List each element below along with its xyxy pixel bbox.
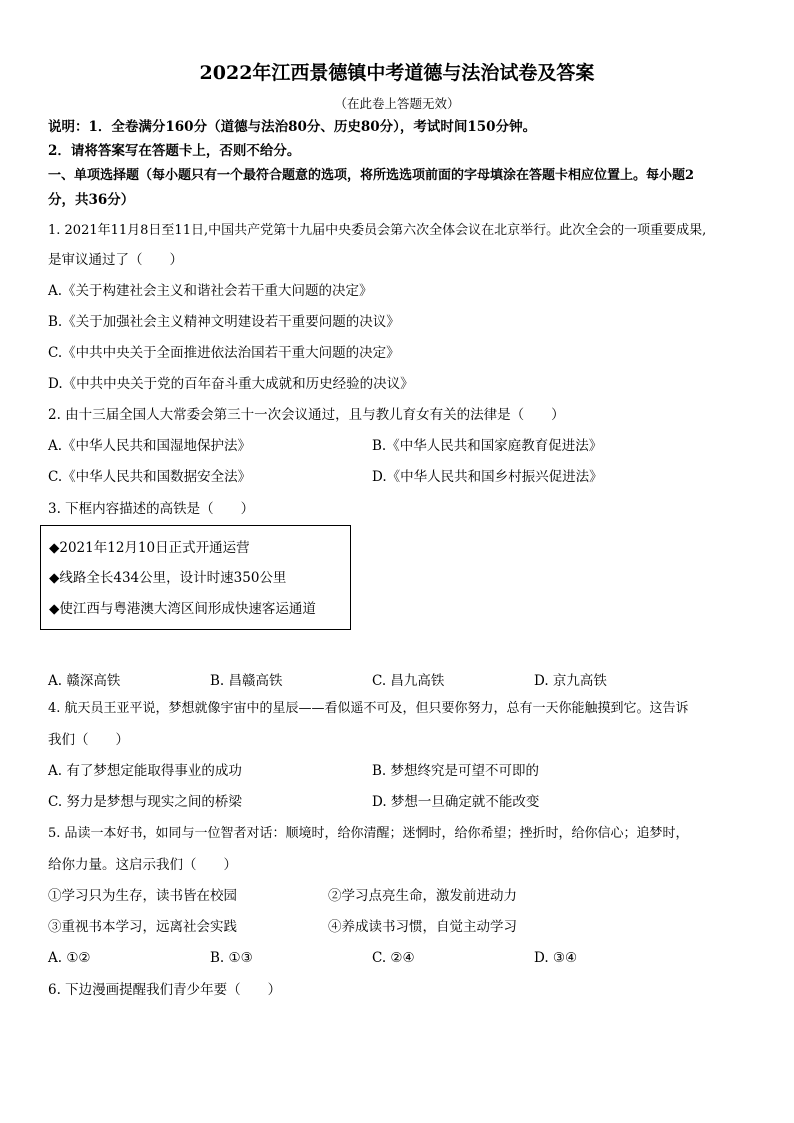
q3-box-line-1: ◆2021年12月10日正式开通运营 <box>49 540 250 556</box>
q5-option-c: C. ②④ <box>372 950 415 966</box>
q6-stem: 6. 下边漫画提醒我们青少年要（ ） <box>48 982 282 998</box>
q4-stem-line-2: 我们（ ） <box>48 732 129 748</box>
q2-option-c: C.《中华人民共和国数据安全法》 <box>48 469 252 485</box>
q5-option-b: B. ①③ <box>210 950 253 966</box>
section-heading-line-1: 一、单项选择题（每小题只有一个最符合题意的选项，将所选选项前面的字母填涂在答题卡相应位置上。每小题2 <box>48 168 695 183</box>
q5-item-3: ③重视书本学习，远离社会实践 <box>48 919 237 935</box>
q4-option-b: B. 梦想终究是可望不可即的 <box>372 763 540 779</box>
note-2: 2．请将答案写在答题卡上，否则不给分。 <box>48 143 301 159</box>
q5-item-1: ①学习只为生存，读书皆在校园 <box>48 888 237 904</box>
q4-stem-line-1: 4. 航天员王亚平说，梦想就像宇宙中的星辰——看似遥不可及，但只要你努力，总有一天你能触摸到它。这告诉 <box>48 701 689 716</box>
q2-stem: 2. 由十三届全国人大常委会第三十一次会议通过，且与教儿育女有关的法律是（ ） <box>48 407 565 423</box>
q2-option-d: D.《中华人民共和国乡村振兴促进法》 <box>372 469 603 485</box>
q4-option-d: D. 梦想一旦确定就不能改变 <box>372 794 540 810</box>
q2-option-b: B.《中华人民共和国家庭教育促进法》 <box>372 438 603 454</box>
q5-item-2: ②学习点亮生命，激发前进动力 <box>328 888 517 904</box>
section-heading-line-2: 分，共36分） <box>48 192 135 208</box>
q3-box-line-3: ◆使江西与粤港澳大湾区间形成快速客运通道 <box>49 601 316 617</box>
q2-option-a: A.《中华人民共和国湿地保护法》 <box>48 438 252 454</box>
q3-stem: 3. 下框内容描述的高铁是（ ） <box>48 501 255 517</box>
q1-option-c: C.《中共中央关于全面推进依法治国若干重大问题的决定》 <box>48 345 400 361</box>
note-1: 说明：1．全卷满分160分（道德与法治80分、历史80分），考试时间150分钟。 <box>48 119 537 135</box>
q4-option-a: A. 有了梦想定能取得事业的成功 <box>48 763 242 779</box>
q5-item-4: ④养成读书习惯，自觉主动学习 <box>328 919 517 935</box>
page-title: 2022年江西景德镇中考道德与法治试卷及答案 <box>199 62 595 84</box>
q1-stem-line-1: 1. 2021年11月8日至11日,中国共产党第十九届中央委员会第六次全体会议在北京举行。此次全会的一项重要成果, <box>48 223 707 238</box>
q3-option-d: D. 京九高铁 <box>534 673 607 689</box>
q1-stem-line-2: 是审议通过了（ ） <box>48 252 183 268</box>
q3-option-b: B. 昌赣高铁 <box>210 673 283 689</box>
q5-stem-line-1: 5. 品读一本好书，如同与一位智者对话：顺境时，给你清醒；迷惘时，给你希望；挫折时，给你信心；追梦时， <box>48 826 689 841</box>
q4-option-c: C. 努力是梦想与现实之间的桥梁 <box>48 794 242 810</box>
q1-option-a: A.《关于构建社会主义和谐社会若干重大问题的决定》 <box>48 283 373 299</box>
q3-box-line-2: ◆线路全长434公里，设计时速350公里 <box>49 570 287 586</box>
page-subtitle: （在此卷上答题无效） <box>334 96 460 111</box>
q5-option-a: A. ①② <box>48 950 91 966</box>
q1-option-d: D.《中共中央关于党的百年奋斗重大成就和历史经验的决议》 <box>48 376 414 392</box>
q5-option-d: D. ③④ <box>534 950 578 966</box>
q5-stem-line-2: 给你力量。这启示我们（ ） <box>48 857 237 873</box>
q3-info-box <box>40 525 351 630</box>
q3-option-a: A. 赣深高铁 <box>48 673 121 689</box>
q1-option-b: B.《关于加强社会主义精神文明建设若干重要问题的决议》 <box>48 314 400 330</box>
q3-option-c: C. 昌九高铁 <box>372 673 445 689</box>
